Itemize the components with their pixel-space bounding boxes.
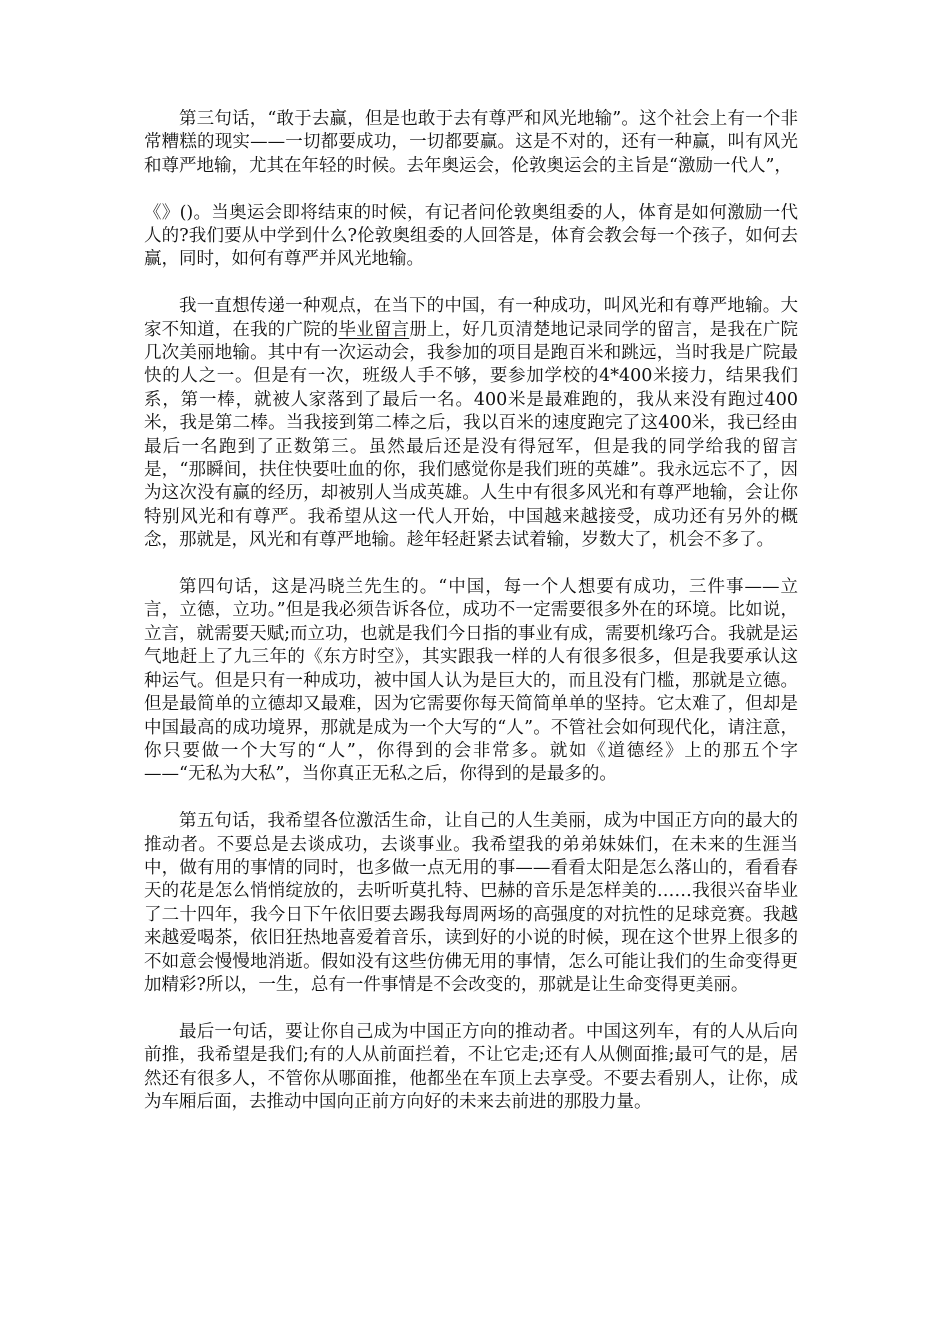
document-page xyxy=(144,108,798,1138)
graduation-message-link[interactable]: 毕业留言 xyxy=(338,319,410,340)
paragraph-fourth-saying: 第四句话，这是冯晓兰先生的。“中国，每一个人想要有成功，三件事——立言，立德，立功。”但是我必须告诉各位，成功不一定需要很多外在的环境。比如说，立言，就需要天赋;而立功，也就是我们今日指的事业有成，需要机缘巧合。我就是运气地赶上了九三年的《东方时空》，其实跟我一样的人有很多很多，但是我要承认这种运气。但是只有一种成功，被中国人认为是巨大的，而且没有门槛，那就是立德。但是最简单的立德却又最难，因为它需要你每天简简单单的坚持。它太难了，但却是中国最高的成功境界，那就是成为一个大写的“人”。不管社会如何现代化，请注意，你只要做一个大写的“人”，你得到的会非常多。就如《道德经》上的那五个字——“无私为大私”，当你真正无私之后，你得到的是最多的。 xyxy=(144,577,798,785)
paragraph-fifth-saying: 第五句话，我希望各位激活生命，让自己的人生美丽，成为中国正方向的最大的推动者。不要总是去谈成功，去谈事业。我希望我的弟弟妹妹们，在未来的生涯当中，做有用的事情的同时，也多做一点无用的事——看看太阳是怎么落山的，看看春天的花是怎么悄悄绽放的，去听听莫扎特、巴赫的音乐是怎样美的……我很兴奋毕业了二十四年，我今日下午依旧要去踢我每周两场的高强度的对抗性的足球竞赛。我越来越爱喝茶，依旧狂热地喜爱着音乐，读到好的小说的时候，现在这个世界上很多的不如意会慢慢地消逝。假如没有这些仿佛无用的事情，怎么可能让我们的生命变得更加精彩?所以，一生，总有一件事情是不会改变的，那就是让生命变得更美丽。 xyxy=(144,811,798,995)
paragraph-final-saying: 最后一句话，要让你自己成为中国正方向的推动者。中国这列车，有的人从后向前推，我希望是我们;有的人从前面拦着，不让它走;还有人从侧面推;最可气的是，居然还有很多人，不管你从哪面推，他都坐在车顶上去享受。不要去看别人，让你，成为车厢后面，去推动中国向正前方向好的未来去前进的那股力量。 xyxy=(144,1021,798,1112)
paragraph-graduation-memory xyxy=(144,295,798,552)
paragraph-text-before-link: 我一直想传递一种观点，在当下的中国，有一种成功，叫风光和有尊严地输。大家不知道，在我的广院的 xyxy=(144,296,798,340)
paragraph-olympics-answer: 《》()。当奥运会即将结束的时候，有记者问伦敦奥组委的人，体育是如何激励一代人的?我们要从中学到什么?伦敦奥组委的人回答是，体育会教会每一个孩子，如何去赢，同时，如何有尊严并风光地输。 xyxy=(144,202,798,270)
paragraph-third-saying: 第三句话，“敢于去赢，但是也敢于去有尊严和风光地输”。这个社会上有一个非常糟糕的现实——一切都要成功，一切都要赢。这是不对的，还有一种赢，叫有风光和尊严地输，尤其在年轻的时候。去年奥运会，伦敦奥运会的主旨是“激励一代人”， xyxy=(144,109,798,176)
paragraph-text-after-link: 册上，好几页清楚地记录同学的留言，是我在广院几次美丽地输。其中有一次运动会，我参加的项目是跑百米和跳远，当时我是广院最快的人之一。但是有一次，班级人手不够，要参加学校的4*400米接力，结果我们系，第一棒，就被人家落到了最后一名。400米是最难跑的，我从来没有跑过400米，我是第二棒。当我接到第二棒之后，我以百米的速度跑完了这400米，我已经由最后一名跑到了正数第三。虽然最后还是没有得冠军，但是我的同学给我的留言是，“那瞬间，扶住快要吐血的你，我们感觉你是我们班的英雄”。我永远忘不了，因为这次没有赢的经历，却被别人当成英雄。人生中有很多风光和有尊严地输，会让你特别风光和有尊严。我希望从这一代人开始，中国越来越接受，成功还有另外的概念，那就是，风光和有尊严地输。趁年轻赶紧去试着输，岁数大了，机会不多了。 xyxy=(144,319,799,551)
